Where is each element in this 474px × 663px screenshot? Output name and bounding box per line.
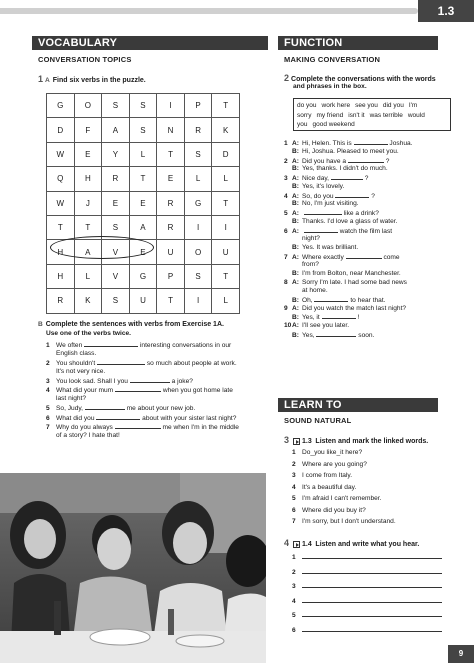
ex1b-instruction-2: Use one of the verbs twice. <box>46 330 132 337</box>
sentence-text: I'm sorry, but I don't understand. <box>302 518 396 525</box>
grid-cell: S <box>102 215 130 239</box>
box-word: my friend <box>316 111 344 119</box>
speaker-label: A: <box>292 157 299 165</box>
answer-blank[interactable] <box>115 386 161 392</box>
dialogue-line <box>284 305 406 313</box>
grid-cell: T <box>47 215 75 239</box>
word-search-grid <box>46 93 240 314</box>
dialogue-number: 10 <box>284 322 292 329</box>
grid-cell: L <box>212 289 240 313</box>
grid-cell: R <box>157 191 185 215</box>
item-number: 1 <box>46 342 50 349</box>
grid-row <box>47 167 240 191</box>
dialogue-text-end: like a drink? <box>343 210 379 217</box>
grid-cell: A <box>129 215 157 239</box>
grid-row <box>47 118 240 142</box>
dialogue-text-end: watch the film last <box>339 227 393 235</box>
dialogue-line <box>284 296 386 305</box>
sentence-end: me when I'm in the middle <box>162 424 239 432</box>
answer-blank[interactable] <box>322 313 356 319</box>
sentence-end: so much about people at work. <box>146 360 237 367</box>
dialogue-number: 5 <box>284 210 288 217</box>
answer-blank[interactable] <box>354 139 388 145</box>
sentence-text: It's a beautiful day. <box>302 483 357 491</box>
dialogue-line <box>284 322 349 330</box>
sentence-end: about with your sister last night? <box>142 414 237 422</box>
dialogue-line <box>284 183 344 191</box>
speaker-label: B: <box>292 296 299 304</box>
grid-cell: V <box>102 240 130 264</box>
grid-cell: L <box>129 142 157 166</box>
sentence-end: a joke? <box>171 378 193 385</box>
dialogue-line <box>284 165 388 173</box>
grid-cell: V <box>102 264 130 288</box>
sentence-start: We often <box>56 342 83 349</box>
speaker-label: B: <box>292 217 299 225</box>
answer-blank[interactable] <box>348 157 384 163</box>
dialogue-text-end: soon. <box>358 331 375 339</box>
dialogue-text: Did you have a <box>302 157 346 165</box>
grid-cell: E <box>129 240 157 264</box>
dialogue-text: Nice day, <box>302 175 329 182</box>
ex1b-letter: B <box>38 321 43 328</box>
answer-line[interactable] <box>302 582 442 588</box>
speaker-label: A: <box>292 175 299 182</box>
grid-cell: D <box>47 118 75 142</box>
grid-cell: P <box>184 94 212 118</box>
grid-cell: H <box>47 264 75 288</box>
function-subtitle: MAKING CONVERSATION <box>284 55 381 64</box>
item-number: 2 <box>46 360 50 367</box>
ex1b-instruction-1: Complete the sentences with verbs from Exercise 1A. <box>45 321 224 328</box>
box-word: work here <box>321 102 351 109</box>
grid-cell: T <box>157 142 185 166</box>
dialogue-number: 7 <box>284 253 288 261</box>
grid-cell: L <box>184 167 212 191</box>
dialogue-line <box>284 287 328 295</box>
sentence-item <box>46 404 195 413</box>
sentence-end: me about your new job. <box>126 405 196 413</box>
item-number: 5 <box>292 495 296 502</box>
function-heading: FUNCTION <box>278 36 438 50</box>
dialogue-text: Hi, Helen. This is <box>302 140 352 147</box>
audio-play-icon[interactable] <box>293 541 300 548</box>
dialogue-text: So, do you <box>302 192 334 200</box>
write-line <box>292 597 442 606</box>
grid-cell: R <box>184 118 212 142</box>
dialogue-text: Yes, <box>302 331 315 339</box>
answer-blank[interactable] <box>331 174 363 180</box>
item-number: 6 <box>292 506 296 514</box>
grid-cell: A <box>102 118 130 142</box>
answer-blank[interactable] <box>97 359 145 365</box>
sentence-start: You shouldn't <box>56 360 96 367</box>
dialogue-number: 3 <box>284 175 288 182</box>
grid-cell: L <box>74 264 102 288</box>
grid-cell: K <box>212 118 240 142</box>
dialogue-text: Yes, thanks. I didn't do much. <box>302 165 388 172</box>
learn-to-subtitle: SOUND NATURAL <box>284 416 352 425</box>
speaker-label: A: <box>292 322 299 329</box>
unit-code: 1.3 <box>418 0 474 22</box>
dialogue-number: 8 <box>284 278 288 286</box>
ex3-number: 3 <box>284 435 290 445</box>
vocabulary-subtitle: CONVERSATION TOPICS <box>38 55 132 64</box>
dialogue-line <box>284 261 319 269</box>
grid-cell: Q <box>47 167 75 191</box>
dialogue-line <box>284 279 407 287</box>
grid-cell: S <box>129 118 157 142</box>
grid-row <box>47 191 240 215</box>
dialogue-text-end: ? <box>371 192 375 200</box>
speaker-label: A: <box>292 227 299 235</box>
dialogue-text: at home. <box>302 287 328 294</box>
dialogue-line <box>284 218 397 226</box>
grid-row <box>47 289 240 313</box>
answer-blank[interactable] <box>84 341 138 347</box>
grid-cell: R <box>47 289 75 313</box>
grid-cell: H <box>47 240 75 264</box>
answer-blank[interactable] <box>304 209 342 215</box>
grid-cell: Y <box>102 142 130 166</box>
item-number: 3 <box>46 378 50 385</box>
item-number: 6 <box>292 626 296 634</box>
dialogue-text-end: ! <box>357 314 360 321</box>
dialogue-line <box>284 148 399 156</box>
speaker-label: A: <box>292 304 299 312</box>
grid-cell: W <box>47 191 75 215</box>
ex2-number: 2 <box>284 73 290 83</box>
page-number: 9 <box>448 645 474 663</box>
dialogue-text: Sorry I'm late. I had some bad news <box>302 278 407 286</box>
grid-cell: T <box>212 191 240 215</box>
sentence-text: I'm afraid I can't remember. <box>302 495 382 502</box>
grid-cell: S <box>102 289 130 313</box>
dialogue-text: No, I'm just visiting. <box>302 200 359 207</box>
dialogue-text: Yes. It was brilliant. <box>302 243 359 251</box>
dialogue-text: night? <box>302 235 320 242</box>
dialogue-number: 9 <box>284 304 288 312</box>
grid-cell: E <box>102 191 130 215</box>
box-word: see you <box>355 102 378 109</box>
sentence-item <box>46 377 193 386</box>
linked-sentence <box>292 518 396 526</box>
dialogue-text-end: come <box>383 253 400 261</box>
grid-cell: I <box>157 94 185 118</box>
sentence-start: What did you <box>56 414 95 422</box>
sentence-start: Why do you always <box>56 424 113 432</box>
answer-line[interactable] <box>302 611 442 617</box>
dialogue-text: Where exactly <box>302 253 344 261</box>
answer-blank[interactable] <box>304 227 338 233</box>
ex3-instruction: Listen and mark the linked words. <box>315 438 429 445</box>
answer-blank[interactable] <box>96 414 140 420</box>
answer-blank[interactable] <box>346 253 382 259</box>
ex3-instruction-line <box>284 436 428 446</box>
dialogue-text-end: ? <box>385 157 390 165</box>
sentence-text: Where are you going? <box>302 460 367 468</box>
speaker-label: B: <box>292 182 299 190</box>
answer-blank[interactable] <box>115 423 161 429</box>
write-line <box>292 626 442 635</box>
dialogue-line <box>284 313 359 322</box>
grid-cell: W <box>47 142 75 166</box>
item-number: 1 <box>292 449 296 456</box>
speaker-label: A: <box>292 210 299 217</box>
speaker-label: A: <box>292 278 299 286</box>
grid-cell: J <box>74 191 102 215</box>
linked-sentence <box>292 495 381 503</box>
write-line <box>292 553 442 562</box>
speaker-label: B: <box>292 147 299 155</box>
grid-cell: G <box>184 191 212 215</box>
answer-line[interactable] <box>302 553 442 559</box>
dialogue-text-end: Joshua. <box>389 140 413 147</box>
dialogue-text: from? <box>302 261 319 268</box>
write-line <box>292 568 442 577</box>
grid-cell: R <box>102 167 130 191</box>
grid-cell: K <box>74 289 102 313</box>
dialogue-line <box>284 244 358 252</box>
sentence-text: I come from Italy. <box>302 472 353 479</box>
answer-blank[interactable] <box>335 192 369 198</box>
ex4-instruction: Listen and write what you hear. <box>315 541 420 548</box>
ex2-instruction-2: and phrases in the box. <box>293 83 367 90</box>
grid-cell: T <box>129 167 157 191</box>
dialogue-text: Thanks. I'd love a glass of water. <box>302 217 398 225</box>
grid-cell: G <box>129 264 157 288</box>
speaker-label: B: <box>292 200 299 207</box>
item-number: 3 <box>292 472 296 479</box>
sentence-item <box>46 414 236 423</box>
learn-to-heading: LEARN TO <box>278 398 438 412</box>
dialogue-text: Yes, it <box>302 314 320 321</box>
box-word: was terrible <box>369 111 403 119</box>
item-number: 7 <box>292 518 296 525</box>
ex1a-instruction: Find six verbs in the puzzle. <box>52 77 146 84</box>
grid-cell: A <box>74 240 102 264</box>
item-number: 2 <box>292 568 296 576</box>
ex1b-instruction-line <box>38 321 224 329</box>
grid-cell: U <box>157 240 185 264</box>
grid-cell: F <box>74 118 102 142</box>
sentence-text: Where did you buy it? <box>302 506 366 514</box>
grid-cell: O <box>74 94 102 118</box>
dialogue-number: 2 <box>284 157 288 165</box>
speaker-label: B: <box>292 331 299 339</box>
ex2-instruction-1: Complete the conversations with the words <box>291 76 436 83</box>
ex1a-instruction-line <box>38 75 146 85</box>
item-number: 4 <box>292 597 296 605</box>
dialogue-line <box>284 235 320 243</box>
grid-cell: E <box>129 191 157 215</box>
grid-cell: O <box>184 240 212 264</box>
grid-cell: E <box>74 142 102 166</box>
grid-cell: S <box>184 142 212 166</box>
grid-row <box>47 142 240 166</box>
item-number: 5 <box>46 405 50 413</box>
grid-cell: T <box>212 94 240 118</box>
grid-cell: S <box>129 94 157 118</box>
item-number: 4 <box>292 483 296 491</box>
grid-cell: T <box>74 215 102 239</box>
linked-sentence <box>292 461 367 469</box>
speaker-label: B: <box>292 243 299 251</box>
ex3-track: 1.3 <box>302 438 312 445</box>
grid-cell: T <box>212 264 240 288</box>
answer-line[interactable] <box>302 568 442 574</box>
item-number: 1 <box>292 554 296 561</box>
dialogue-text: Did you watch the match last night? <box>302 304 407 312</box>
grid-cell: N <box>157 118 185 142</box>
grid-cell: S <box>184 264 212 288</box>
grid-cell: U <box>129 289 157 313</box>
box-word: did you <box>382 102 404 109</box>
answer-blank[interactable] <box>316 331 356 337</box>
dialogue-number: 6 <box>284 227 288 235</box>
write-line <box>292 582 442 591</box>
item-number: 6 <box>46 414 50 422</box>
sentence-start: So, Judy, <box>56 405 83 413</box>
speaker-label: B: <box>292 165 299 172</box>
answer-line[interactable] <box>302 597 442 603</box>
ex4-instruction-line <box>284 539 419 549</box>
speaker-label: B: <box>292 314 299 321</box>
write-line <box>292 611 442 620</box>
dialogue-text: Yes, it's lovely. <box>302 182 345 190</box>
sentence-text: Do_you like_it here? <box>302 449 363 456</box>
grid-cell: T <box>157 289 185 313</box>
item-number: 4 <box>46 387 50 395</box>
item-number: 5 <box>292 612 296 619</box>
item-number: 7 <box>46 424 50 432</box>
grid-row <box>47 264 240 288</box>
linked-sentence <box>292 472 352 480</box>
dialogue-text: I'm from Bolton, near Manchester. <box>302 269 401 277</box>
grid-cell: I <box>184 289 212 313</box>
sentence-continuation: of a story? I hate that! <box>56 431 120 439</box>
sentence-continuation: It's not very nice. <box>56 367 106 375</box>
ex4-track: 1.4 <box>302 541 312 548</box>
box-word: isn't it <box>348 111 365 119</box>
item-number: 2 <box>292 460 296 468</box>
top-decor-bar <box>0 8 418 14</box>
answer-line[interactable] <box>302 626 442 632</box>
speaker-label: A: <box>292 192 299 200</box>
sentence-continuation: English class. <box>56 349 97 357</box>
dialogue-text-end: to hear that. <box>350 296 386 304</box>
dialogue-line <box>284 270 401 278</box>
box-word: do you <box>297 102 317 109</box>
speaker-label: A: <box>292 140 299 147</box>
grid-cell: E <box>157 167 185 191</box>
dialogue-number: 1 <box>284 140 288 147</box>
dialogue-line <box>284 331 374 340</box>
grid-cell: S <box>102 94 130 118</box>
friends-dinner-photo <box>0 473 266 663</box>
box-word: I'm sorry <box>297 102 418 119</box>
ex4-number: 4 <box>284 538 290 548</box>
linked-sentence <box>292 449 362 457</box>
top-bar <box>0 0 474 26</box>
grid-cell: D <box>212 142 240 166</box>
sentence-start: You look sad. Shall I you <box>56 378 128 385</box>
answer-blank[interactable] <box>314 296 348 302</box>
audio-play-icon[interactable] <box>293 438 300 445</box>
dialogue-text-end: ? <box>364 175 369 182</box>
grid-cell: L <box>212 167 240 191</box>
speaker-label: B: <box>292 269 299 277</box>
linked-sentence <box>292 507 366 515</box>
grid-cell: I <box>212 215 240 239</box>
box-word: good weekend <box>312 121 355 128</box>
dialogue-text: I'll see you later. <box>302 322 350 329</box>
grid-row <box>47 94 240 118</box>
box-word: would you <box>297 111 425 128</box>
sentence-continuation: last night? <box>56 395 87 402</box>
sentence-end: interesting conversations in our <box>139 342 232 349</box>
item-number: 3 <box>292 583 296 590</box>
grid-cell: R <box>157 215 185 239</box>
vocabulary-heading: VOCABULARY <box>32 36 268 50</box>
ex1-number: 1 <box>38 74 44 84</box>
answer-blank[interactable] <box>130 377 170 383</box>
word-box <box>293 98 451 131</box>
sentence-end: when you got home late <box>162 387 233 395</box>
dialogue-line <box>284 200 359 208</box>
dialogue-text: Hi, Joshua. Pleased to meet you. <box>302 147 399 155</box>
dialogue-number: 4 <box>284 192 288 200</box>
grid-row <box>47 215 240 239</box>
grid-cell: G <box>47 94 75 118</box>
grid-cell: I <box>184 215 212 239</box>
sentence-start: What did your mum <box>56 387 114 395</box>
dialogue-text: Oh, <box>302 296 313 304</box>
answer-blank[interactable] <box>85 404 125 410</box>
word-circle-have <box>50 236 154 259</box>
grid-cell: H <box>74 167 102 191</box>
grid-cell: U <box>212 240 240 264</box>
linked-sentence <box>292 484 356 492</box>
grid-cell: P <box>157 264 185 288</box>
speaker-label: A: <box>292 253 299 261</box>
ex1-letter: A <box>45 77 50 84</box>
